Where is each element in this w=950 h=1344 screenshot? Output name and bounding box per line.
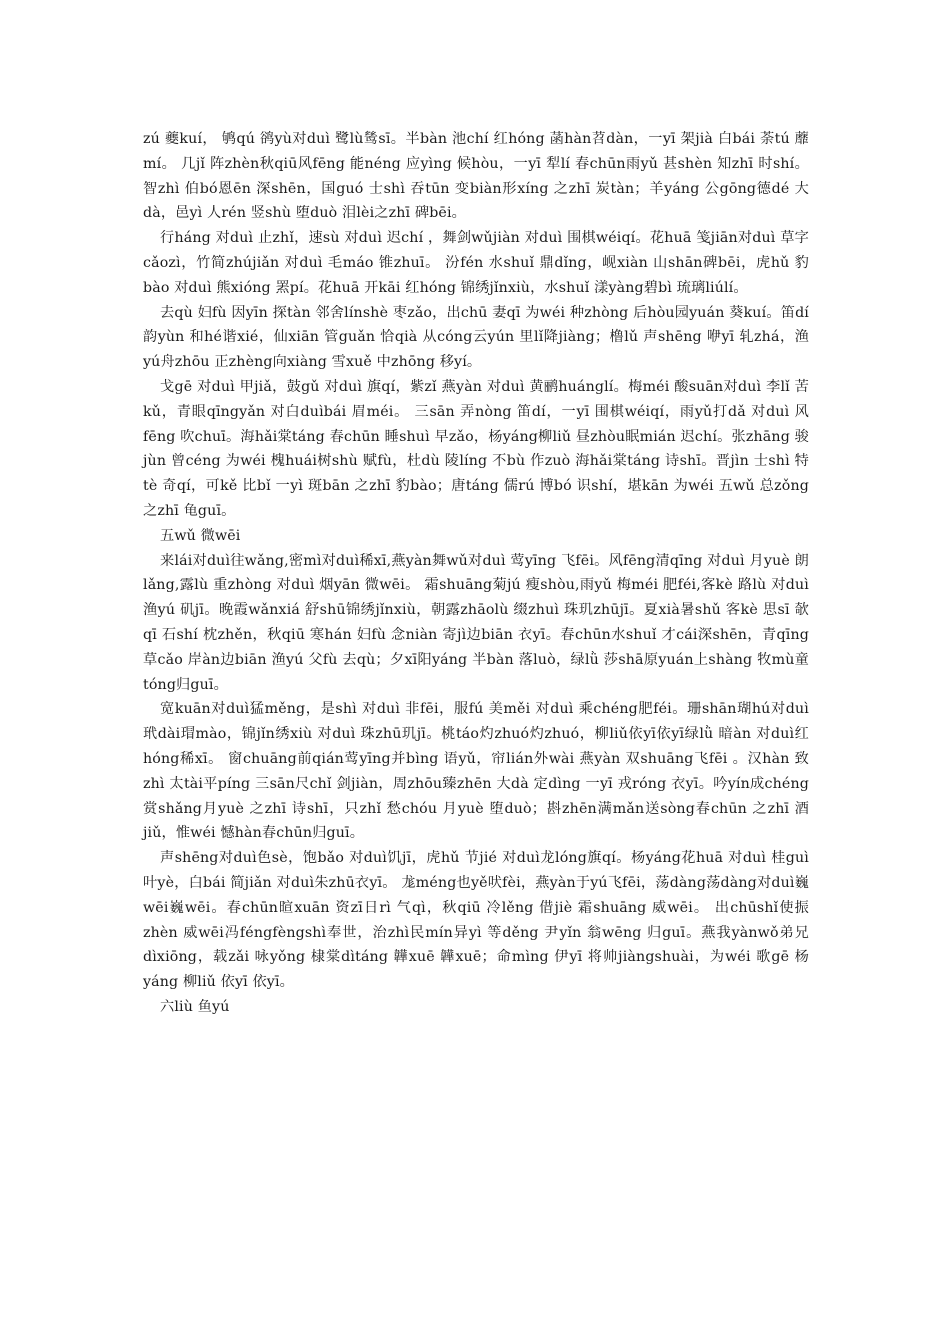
paragraph-5: 来lái对duì往wǎng,密mì对duì稀xī,燕yàn舞wǔ对duì 莺yīng 飞fēi。风fēng清qīng 对duì 月yuè 朗lǎng,露lù 重zhòng 对duì 烟yān 微wēi。 霜shuāng菊jú 瘦shòu,雨yǔ 梅méi 肥féi,客kè 路lù 对duì 渔yú 矶jī。晚霞wǎnxiá 舒shū锦绣jǐnxiù，朝露zhāolù 缀zhuì 珠玑zhūjī。夏xià暑shǔ 客kè 思sī 欹qī 石shí 枕zhěn，秋qiū 寒hán 妇fù 念niàn 寄jì边biān 衣yī。春chūn水shuǐ 才cái深shēn，青qīng草cǎo 岸àn边biān 渔yú 父fù 去qù；夕xī阳yáng 半bàn 落luò，绿lǜ 莎shā原yuán上shàng 牧mù童tóng归guī。 [143, 552, 809, 693]
paragraph-2: 行háng 对duì 止zhǐ，速sù 对duì 迟chí ，舞剑wǔjiàn 对duì 围棋wéiqí。花huā 笺jiān对duì 草字cǎozì，竹简zhújiǎn 对duì 毛máo 锥zhuī。 汾fén 水shuǐ 鼎dǐng，岘xiàn 山shān碑bēi，虎hǔ 豹bào 对duì 熊xióng 罴pí。花huā 开kāi 红hóng 锦绣jǐnxiù，水shuǐ 漾yàng碧bì 琉璃liúlí。 [143, 230, 809, 296]
paragraph-6: 宽kuān对duì猛měng，是shì 对duì 非fēi，服fú 美měi 对duì 乘chéng肥féi。珊shān瑚hú对duì 玳dài瑁mào，锦jǐn绣xiù 对duì 珠zhū玑jī。桃táo灼zhuó灼zhuó，柳liǔ依yī依yī绿lǜ 暗àn 对duì红hóng稀xī。 窗chuāng前qián莺yīng并bìng 语yǔ，帘lián外wài 燕yàn 双shuāng飞fēi 。汉hàn 致zhì 太tài平píng 三sān尺chǐ 剑jiàn，周zhōu臻zhēn 大dà 定dìng 一yī 戎róng 衣yī。吟yín成chéng赏shǎng月yuè 之zhī 诗shī，只zhǐ 愁chóu 月yuè 堕duò；斟zhēn满mǎn送sòng春chūn 之zhī 酒jiǔ，惟wéi 憾hàn春chūn归guī。 [143, 701, 809, 842]
document-page [143, 127, 809, 1020]
paragraph-7: 声shēng对duì色sè，饱bǎo 对duì饥jī，虎hǔ 节jié 对duì龙lóng旗qí。杨yáng花huā 对duì 桂guì 叶yè，白bái 简jiǎn 对duì朱zhū衣yī。 尨méng也yě吠fèi，燕yàn于yú飞fēi，荡dàng荡dàng对duì巍wēi巍wēi。春chūn暄xuān 资zī日rì 气qì，秋qiū 冷lěng 借jiè 霜shuāng 威wēi。 出chūshǐ使振zhèn 威wēi冯féngfèngshì奉世，治zhì民mín异yì 等děng 尹yǐn 翁wēng 归guī。燕我yànwǒ弟兄dìxiōng，载zǎi 咏yǒng 棣棠dìtáng 韡xuē 韡xuē；命mìng 伊yī 将帅jiàngshuài，为wéi 歌gē 杨yáng 柳liǔ 依yī 依yī。 [143, 850, 809, 991]
section-heading-wu-wei: 五wǔ 微wēi [160, 527, 241, 544]
paragraph-1: zú 夔kuí， 鸲qú 鹆yù对duì 鹭lù鸶sī。半bàn 池chí 红hóng 菡hàn苕dàn，一yī 架jià 白bái 荼tú 蘼mí。 几jǐ 阵zhèn秋qiū风fēng 能néng 应yìng 候hòu，一yī 犁lí 春chūn雨yǔ 甚shèn 知zhī 时shí。智zhì 伯bó恩ēn 深shēn，国guó 士shì 吞tūn 变biàn形xíng 之zhī 炭tàn；羊yáng 公gōng德dé 大dà，邑yì 人rén 竖shù 堕duò 泪lèi之zhī 碑bēi。 [143, 131, 809, 222]
paragraph-4: 戈gē 对duì 甲jiǎ，鼓gǔ 对duì 旗qí，紫zǐ 燕yàn 对duì 黄鹂huánglí。梅méi 酸suān对duì 李lǐ 苦kǔ，青眼qīngyǎn 对白duìbái 眉méi。 三sān 弄nòng 笛dí，一yī 围棋wéiqí，雨yǔ打dǎ 对duì 风fēng 吹chuī。海hǎi棠táng 春chūn 睡shuì 早zǎo，杨yáng柳liǔ 昼zhòu眠mián 迟chí。张zhāng 骏jùn 曾céng 为wéi 槐huái树shù 赋fù，杜dù 陵líng 不bù 作zuò 海hǎi棠táng 诗shī。晋jìn 士shì 特tè 奇qí，可kě 比bǐ 一yì 斑bān 之zhī 豹bào；唐táng 儒rú 博bó 识shí，堪kān 为wéi 五wǔ 总zǒng 之zhī 龟guī。 [143, 378, 809, 519]
paragraph-3: 去qù 妇fù 因yīn 探tàn 邻舍línshè 枣zǎo，出chū 妻qī 为wéi 种zhòng 后hòu园yuán 葵kuí。笛dí 韵yùn 和hé谐xié，仙xiān 管guǎn 恰qià 从cóng云yún 里lǐ降jiàng；橹lǔ 声shēng 咿yī 轧zhá，渔yú舟zhōu 正zhèng向xiàng 雪xuě 中zhōng 移yí。 [143, 304, 809, 371]
section-heading-liu-yu: 六liù 鱼yú [160, 998, 230, 1015]
